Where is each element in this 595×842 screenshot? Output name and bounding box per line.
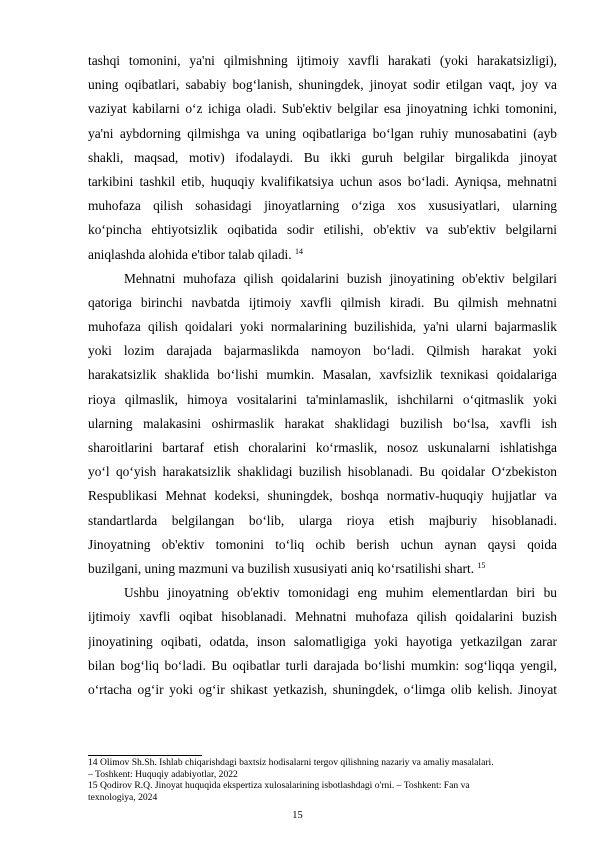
text-line-content: shakli, maqsad, motiv) ifodalaydi. Bu ikki guruh belgilar birgalikda jinoyat: [88, 149, 557, 165]
text-line: [88, 436, 557, 460]
text-line-content: Jinoyatning ob'ektiv tomonini to‘liq ochib berish uchun aynan qaysi qoida: [88, 536, 557, 552]
text-line: [88, 73, 557, 97]
page-body: [88, 49, 557, 702]
text-line: [88, 363, 557, 387]
text-line-content: standartlarda belgilangan bo‘lib, ularga rioya etish majburiy hisoblanadi.: [88, 512, 557, 528]
text-line: [88, 146, 557, 170]
text-line-content: sharoitlarini bartaraf etish choralarini ko‘rmaslik, nosoz uskunalarni ishlatishga: [88, 440, 557, 455]
text-line-content: Mehnatni muhofaza qilish qoidalarini buzish jinoyatining ob'ektiv belgilari: [124, 270, 557, 286]
text-line-content: tashqi tomonini, ya'ni qilmishning ijtimoiy xavfli harakati (yoki harakatsizligi),: [88, 53, 557, 68]
text-line: [88, 49, 557, 73]
footnote-line: 14 Olimov Sh.Sh. Ishlab chiqarishdagi baxtsiz hodisalarni tergov qilishning nazariy va amaliy masalalari.: [88, 757, 494, 768]
text-line: [88, 243, 557, 267]
text-line: [88, 533, 557, 557]
text-line-content: yoki lozim darajada bajarmaslikda namoyon bo‘ladi. Qilmish harakat yoki: [88, 343, 557, 359]
text-line: [88, 557, 557, 581]
text-line: [88, 97, 557, 121]
text-line-content: ya'ni aybdorning qilmishga va uning oqibatlariga bo‘lgan ruhiy munosabatini (ayb: [88, 125, 557, 141]
footnotes: [88, 757, 557, 803]
text-line: [88, 218, 557, 242]
text-line: [88, 605, 557, 629]
text-line-content: ko‘pincha ehtiyotsizlik oqibatida sodir etilishi, ob'ektiv va sub'ektiv belgilarni: [88, 222, 557, 238]
text-line: [88, 484, 557, 508]
text-line: [88, 267, 557, 291]
text-line-content: qatoriga birinchi navbatda ijtimoiy xavfli qilmish kiradi. Bu qilmish mehnatni: [88, 294, 557, 310]
footnote-reference: 14: [294, 246, 303, 256]
text-line-content: rioya qilmaslik, himoya vositalarini ta'minlamaslik, ishchilarni o‘qitmaslik yoki: [88, 391, 557, 407]
text-line-content: yo‘l qo‘yish harakatsizlik shaklidagi buzilish hisoblanadi. Bu qoidalar O‘zbekiston: [88, 464, 557, 480]
text-line-content: vaziyat kabilarni o‘z ichiga oladi. Sub'ektiv belgilar esa jinoyatning ichki tomonini,: [88, 101, 557, 117]
page-number: 15: [292, 810, 303, 821]
footnote-line: 15 Qodirov R.Q. Jinoyat huquqida ekspertiza xulosalarining isbotlashdagi o'rni. – Toshkent: Fan va: [88, 780, 470, 792]
text-line: [88, 339, 557, 363]
text-line: [88, 170, 557, 194]
text-line: [88, 122, 557, 146]
text-line-content: jinoyatining oqibati, odatda, inson salomatligiga yoki hayotiga yetkazilgan zarar: [88, 633, 557, 649]
text-line: [88, 460, 557, 484]
text-line-content: buzilgani, uning mazmuni va buzilish xususiyati aniq ko‘rsatilishi shart.: [88, 560, 475, 576]
text-line-content: Ushbu jinoyatning ob'ektiv tomonidagi eng muhim elementlardan biri bu: [124, 585, 557, 601]
text-line-content: ularning malakasini oshirmaslik harakat shaklidagi buzilish bo‘lsa, xavfli ish: [88, 415, 557, 431]
text-line-content: o‘rtacha og‘ir yoki og‘ir shikast yetkazish, shuningdek, o‘limga olib kelish. Jinoyat: [88, 681, 557, 697]
text-line: [88, 654, 557, 678]
text-line-content: uning oqibatlari, sababiy bog‘lanish, shuningdek, jinoyat sodir etilgan vaqt, joy va: [88, 77, 557, 93]
footnote-reference: 15: [477, 560, 486, 570]
text-line-content: harakatsizlik shaklida bo‘lishi mumkin. Masalan, xavfsizlik texnikasi qoidalariga: [88, 367, 557, 383]
text-line: [88, 412, 557, 436]
text-line-content: aniqlashda alohida e'tibor talab qiladi.: [88, 246, 292, 262]
text-line: [88, 509, 557, 533]
text-line: [88, 388, 557, 412]
footnote-separator: [88, 755, 202, 756]
text-line: [88, 194, 557, 218]
text-line-content: muhofaza qilish qoidalari yoki normalarining buzilishida, ya'ni ularni bajarmaslik: [88, 319, 557, 335]
text-line: [88, 630, 557, 654]
text-line-content: muhofaza qilish sohasidagi jinoyatlarning o‘ziga xos xususiyatlari, ularning: [88, 198, 557, 214]
text-line-content: tarkibini tashkil etib, huquqiy kvalifikatsiya uchun asos bo‘ladi. Ayniqsa, mehnatni: [88, 173, 557, 189]
text-line: [88, 291, 557, 315]
text-line: [88, 315, 557, 339]
text-line-content: Respublikasi Mehnat kodeksi, shuningdek, boshqa normativ-huquqiy hujjatlar va: [88, 488, 557, 504]
text-line-content: bilan bog‘liq bo‘ladi. Bu oqibatlar turli darajada bo‘lishi mumkin: sog‘liqqa yengil,: [88, 657, 557, 673]
text-line: [88, 678, 557, 702]
text-line-content: ijtimoiy xavfli oqibat hisoblanadi. Mehnatni muhofaza qilish qoidalarini buzish: [88, 609, 557, 625]
text-line: [88, 581, 557, 605]
footnote-line: texnologiya, 2024: [88, 791, 158, 803]
footnote-line: – Toshkent: Huquqiy adabiyotlar, 2022: [88, 768, 238, 780]
